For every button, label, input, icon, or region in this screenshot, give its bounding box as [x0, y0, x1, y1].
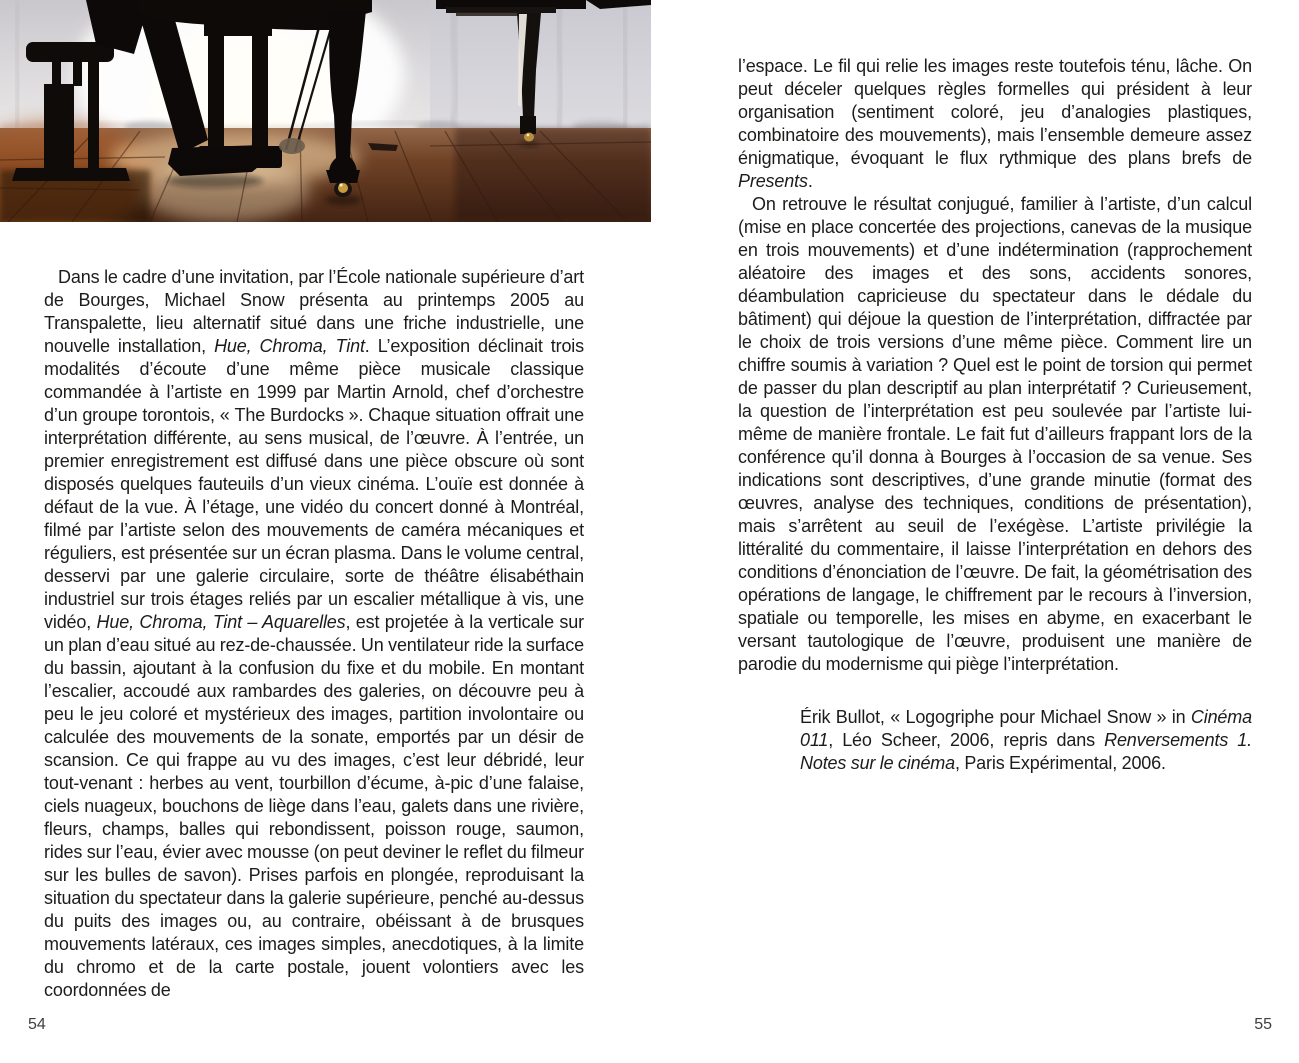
page-number-left: 54 [28, 1016, 46, 1033]
left-page-text-column [44, 266, 584, 1002]
paragraph: l’espace. Le fil qui relie les images reste toutefois ténu, lâche. On peut déceler quelques règles formelles qui président à leur organisation (sentiment coloré, jeu d’analogies plastiques, combinatoire des mouvements), mais l’ensemble demeure assez énigmatique, évoquant le flux rythmique des plans brefs de Presents. [738, 56, 1252, 191]
paragraph: On retrouve le résultat conjugué, familier à l’artiste, d’un calcul (mise en place concertée des projections, canevas de la musique en trois mouvements) et d’une indétermination (rapprochement aléatoire des images et des sons, accidents sonores, déambulation capricieuse du spectateur dans le dédale du bâtiment) qui déjoue la question de l’interprétation, diffractée par le choix de trois versions d’une même pièce. Comment lire un chiffre soumis à variation ? Quel est le point de torsion qui permet de passer du plan descriptif au plan interprétatif ? Curieusement, la question de l’interprétation est peu soulevée par l’artiste lui-même de manière frontale. Le fait fut d’ailleurs frappant lors de la conférence qu’il donna à Bourges à l’occasion de sa venue. Ses indications sont descriptives, d’une grande minutie (format des œuvres, analyse des techniques, conditions de présentation), mais s’arrêtent au seuil de l’exégèse. L’artiste privilégie la littéralité du commentaire, il laisse l’interprétation en dehors des conditions d’énonciation de l’œuvre. De fait, la géométrisation des opérations de langage, le chiffrement par le recours à l’inversion, spatiale ou temporelle, les mises en abyme, en exacerbant le versant tautologique de l’œuvre, produisent une manière de parodie du modernisme qui piège l’interprétation. [738, 194, 1252, 674]
right-page-text-column [738, 55, 1252, 775]
right-page-paragraphs [738, 55, 1252, 676]
foot-shadow [167, 174, 263, 188]
piano-photo [0, 0, 651, 222]
brass-caster [524, 133, 534, 142]
page-number-right: 55 [1254, 1016, 1272, 1033]
paragraph: Dans le cadre d’une invitation, par l’École nationale supérieure d’art de Bourges, Michael Snow présenta au printemps 2005 au Transpalette, lieu alternatif situé dans une friche industrielle, une nouvelle installation, Hue, Chroma, Tint. L’exposition déclinait trois modalités d’écoute d’une même pièce musicale classique commandée à l’artiste en 1999 par Martin Arnold, chef d’orchestre d’un groupe torontois, « The Burdocks ». Chaque situation offrait une interprétation différente, au sens musical, de l’œuvre. À l’entrée, un premier enregistrement est diffusé dans une pièce obscure où sont disposés quelques fauteuils d’un vieux cinéma. L’ouïe est donnée à défaut de la vue. À l’étage, une vidéo du concert donné à Montréal, filmé par l’artiste selon des mouvements de caméra mécaniques et réguliers, est présentée sur un écran plasma. Dans le volume central, desservi par une galerie circulaire, sorte de théâtre élisabéthain industriel sur trois étages reliés par un escalier métallique à vis, une vidéo, Hue, Chroma, Tint – Aquarelles, est projetée à la verticale sur un plan d’eau situé au rez-de-chaussée. Un ventilateur ride la surface du bassin, ajoutant à la confusion du fixe et du mobile. En montant l’escalier, accoudé aux rambardes des galeries, on découvre peu à peu le jeu coloré et mystérieux des images, partition involontaire ou calculée des mouvements de la sonate, emportés par un désir de scansion. Ce qui frappe au vu des images, c’est leur débridé, leur tout-venant : herbes au vent, tourbillon d’écume, à-pic d’une falaise, ciels nuageux, bouchons de liège dans l’eau, galets dans une rivière, fleurs, champs, balles qui rebondissent, poisson rouge, saumon, rides sur l’eau, évier avec mousse (on peut deviner le reflet du filmeur sur les bulles de savon). Prises parfois en plongée, reproduisant la situation du spectateur dans la galerie supérieure, penché au-dessus du puits des images ou, au contraire, obéissant à de brusques mouvements latéraux, ces images simples, anecdotiques, à la limite du chromo et de la carte postale, jouent volontiers avec les coordonnées de [44, 267, 585, 1000]
citation-block: Érik Bullot, « Logogriphe pour Michael Snow » in Cinéma 011, Léo Scheer, 2006, repris dans Renversements 1. Notes sur le cinéma, Paris Expérimental, 2006. [800, 707, 1253, 773]
piano-photo-svg [0, 0, 651, 222]
